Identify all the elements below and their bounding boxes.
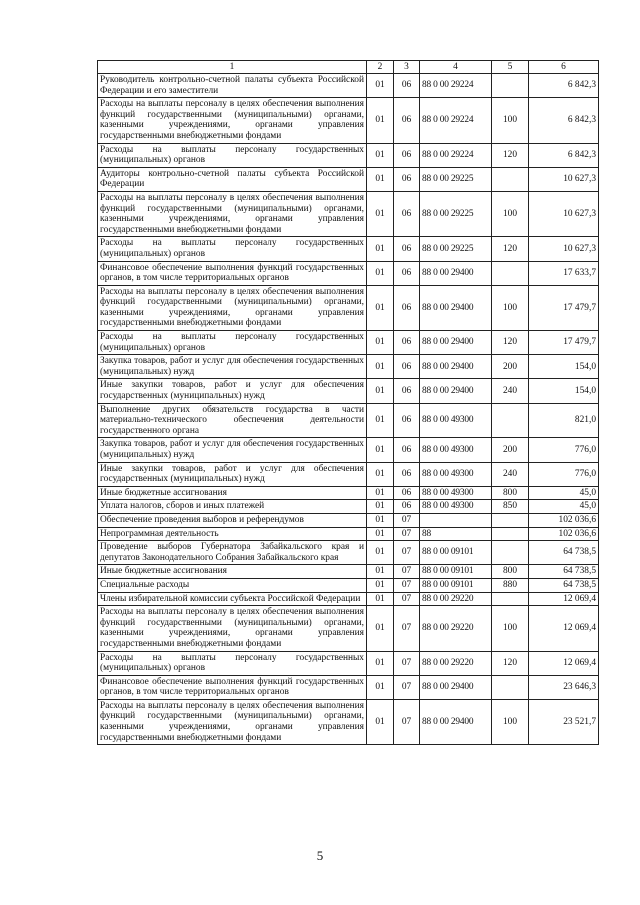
row-target-code-cell: 88 0 00 09101 (420, 578, 492, 592)
budget-table (97, 60, 599, 745)
table-row (98, 606, 599, 651)
row-target-code-cell: 88 0 00 29400 (420, 285, 492, 330)
table-row (98, 565, 599, 579)
table-row (98, 143, 599, 167)
row-expense-type-cell: 200 (492, 355, 529, 379)
row-section-cell: 01 (367, 331, 394, 355)
row-name-cell: Финансовое обеспечение выполнения функций государственных органов, в том числе территориальных органов (98, 261, 367, 285)
table-body (98, 74, 599, 745)
row-amount-cell: 776,0 (529, 438, 599, 462)
table-row (98, 74, 599, 98)
row-target-code-cell: 88 0 00 49300 (420, 462, 492, 486)
row-name-cell: Выполнение других обязательств государства в части материально-технического обеспечения деятельности государственного органа (98, 403, 367, 438)
row-amount-cell: 12 069,4 (529, 651, 599, 675)
row-section-cell: 01 (367, 513, 394, 527)
table-row (98, 592, 599, 606)
row-expense-type-cell: 800 (492, 486, 529, 500)
row-name-cell: Расходы на выплаты персоналу государственных (муниципальных) органов (98, 651, 367, 675)
row-target-code-cell: 88 0 00 29400 (420, 675, 492, 699)
row-name-cell: Иные закупки товаров, работ и услуг для обеспечения государственных (муниципальных) нужд (98, 379, 367, 403)
row-subsection-cell: 06 (394, 237, 420, 261)
row-target-code-cell: 88 0 00 49300 (420, 486, 492, 500)
row-expense-type-cell (492, 592, 529, 606)
row-expense-type-cell: 100 (492, 699, 529, 744)
row-amount-cell: 45,0 (529, 486, 599, 500)
row-target-code-cell: 88 (420, 527, 492, 541)
row-subsection-cell: 06 (394, 261, 420, 285)
row-expense-type-cell (492, 74, 529, 98)
table-row (98, 500, 599, 514)
row-subsection-cell: 06 (394, 486, 420, 500)
row-target-code-cell: 88 0 00 49300 (420, 500, 492, 514)
row-target-code-cell: 88 0 00 49300 (420, 438, 492, 462)
row-name-cell: Обеспечение проведения выборов и референдумов (98, 513, 367, 527)
row-subsection-cell: 07 (394, 699, 420, 744)
row-expense-type-cell: 880 (492, 578, 529, 592)
row-expense-type-cell (492, 541, 529, 565)
row-section-cell: 01 (367, 191, 394, 236)
row-section-cell: 01 (367, 500, 394, 514)
column-header: 5 (492, 61, 529, 74)
row-subsection-cell: 06 (394, 355, 420, 379)
row-subsection-cell: 07 (394, 592, 420, 606)
row-subsection-cell: 07 (394, 578, 420, 592)
row-section-cell: 01 (367, 167, 394, 191)
row-subsection-cell: 06 (394, 191, 420, 236)
row-subsection-cell: 07 (394, 527, 420, 541)
row-section-cell: 01 (367, 143, 394, 167)
row-amount-cell: 6 842,3 (529, 98, 599, 143)
row-section-cell: 01 (367, 379, 394, 403)
row-section-cell: 01 (367, 74, 394, 98)
table-row (98, 651, 599, 675)
row-name-cell: Проведение выборов Губернатора Забайкальского края и депутатов Законодательного Собрания Забайкальского края (98, 541, 367, 565)
row-subsection-cell: 06 (394, 438, 420, 462)
row-expense-type-cell (492, 513, 529, 527)
table-row (98, 513, 599, 527)
row-name-cell: Расходы на выплаты персоналу в целях обеспечения выполнения функций государственными (муниципальными) органами, казенными учреждениями, органами управления государственными внебюджетными фондами (98, 699, 367, 744)
row-expense-type-cell (492, 403, 529, 438)
row-subsection-cell: 06 (394, 167, 420, 191)
table-row (98, 379, 599, 403)
row-subsection-cell: 07 (394, 606, 420, 651)
row-expense-type-cell (492, 261, 529, 285)
row-amount-cell: 10 627,3 (529, 237, 599, 261)
row-section-cell: 01 (367, 285, 394, 330)
row-section-cell: 01 (367, 98, 394, 143)
row-expense-type-cell: 100 (492, 285, 529, 330)
row-section-cell: 01 (367, 486, 394, 500)
row-target-code-cell: 88 0 00 29400 (420, 699, 492, 744)
row-amount-cell: 12 069,4 (529, 592, 599, 606)
table-row (98, 331, 599, 355)
page-number: 5 (316, 848, 324, 863)
table-row (98, 541, 599, 565)
row-name-cell: Иные бюджетные ассигнования (98, 565, 367, 579)
row-expense-type-cell: 120 (492, 143, 529, 167)
row-target-code-cell: 88 0 00 29400 (420, 331, 492, 355)
row-section-cell: 01 (367, 651, 394, 675)
column-header: 4 (420, 61, 492, 74)
row-target-code-cell: 88 0 00 29224 (420, 98, 492, 143)
row-name-cell: Руководитель контрольно-счетной палаты субъекта Российской Федерации и его заместители (98, 74, 367, 98)
row-amount-cell: 6 842,3 (529, 143, 599, 167)
row-name-cell: Иные закупки товаров, работ и услуг для обеспечения государственных (муниципальных) нужд (98, 462, 367, 486)
row-section-cell: 01 (367, 675, 394, 699)
row-name-cell: Расходы на выплаты персоналу в целях обеспечения выполнения функций государственными (муниципальными) органами, казенными учреждениями, органами управления государственными внебюджетными фондами (98, 98, 367, 143)
row-amount-cell: 12 069,4 (529, 606, 599, 651)
table-row (98, 462, 599, 486)
row-subsection-cell: 06 (394, 98, 420, 143)
row-target-code-cell: 88 0 00 29225 (420, 167, 492, 191)
row-name-cell: Расходы на выплаты персоналу государственных (муниципальных) органов (98, 237, 367, 261)
row-name-cell: Аудиторы контрольно-счетной палаты субъекта Российской Федерации (98, 167, 367, 191)
row-expense-type-cell (492, 675, 529, 699)
row-amount-cell: 17 633,7 (529, 261, 599, 285)
column-header: 2 (367, 61, 394, 74)
row-amount-cell: 10 627,3 (529, 167, 599, 191)
row-section-cell: 01 (367, 578, 394, 592)
row-subsection-cell: 06 (394, 462, 420, 486)
row-expense-type-cell: 800 (492, 565, 529, 579)
row-target-code-cell: 88 0 00 29400 (420, 261, 492, 285)
table-row (98, 285, 599, 330)
row-expense-type-cell: 240 (492, 462, 529, 486)
table-row (98, 237, 599, 261)
row-amount-cell: 17 479,7 (529, 285, 599, 330)
row-amount-cell: 17 479,7 (529, 331, 599, 355)
row-section-cell: 01 (367, 237, 394, 261)
table-row (98, 699, 599, 744)
row-expense-type-cell: 240 (492, 379, 529, 403)
row-section-cell: 01 (367, 527, 394, 541)
row-name-cell: Члены избирательной комиссии субъекта Российской Федерации (98, 592, 367, 606)
row-name-cell: Расходы на выплаты персоналу в целях обеспечения выполнения функций государственными (муниципальными) органами, казенными учреждениями, органами управления государственными внебюджетными фондами (98, 606, 367, 651)
row-subsection-cell: 06 (394, 285, 420, 330)
row-target-code-cell: 88 0 00 09101 (420, 541, 492, 565)
row-target-code-cell: 88 0 00 29400 (420, 355, 492, 379)
row-expense-type-cell: 120 (492, 237, 529, 261)
row-target-code-cell: 88 0 00 29225 (420, 191, 492, 236)
row-target-code-cell: 88 0 00 29400 (420, 379, 492, 403)
row-amount-cell: 64 738,5 (529, 565, 599, 579)
row-target-code-cell (420, 513, 492, 527)
row-amount-cell: 45,0 (529, 500, 599, 514)
row-section-cell: 01 (367, 355, 394, 379)
row-subsection-cell: 06 (394, 143, 420, 167)
row-name-cell: Непрограммная деятельность (98, 527, 367, 541)
table-header-row (98, 61, 599, 74)
row-section-cell: 01 (367, 438, 394, 462)
row-name-cell: Расходы на выплаты персоналу государственных (муниципальных) органов (98, 143, 367, 167)
row-expense-type-cell: 120 (492, 331, 529, 355)
row-target-code-cell: 88 0 00 29224 (420, 74, 492, 98)
row-target-code-cell: 88 0 00 29220 (420, 606, 492, 651)
row-amount-cell: 102 036,6 (529, 527, 599, 541)
row-amount-cell: 776,0 (529, 462, 599, 486)
row-section-cell: 01 (367, 606, 394, 651)
row-section-cell: 01 (367, 592, 394, 606)
row-name-cell: Иные бюджетные ассигнования (98, 486, 367, 500)
table-row (98, 486, 599, 500)
row-section-cell: 01 (367, 565, 394, 579)
table-row (98, 167, 599, 191)
row-subsection-cell: 06 (394, 331, 420, 355)
row-amount-cell: 64 738,5 (529, 578, 599, 592)
row-amount-cell: 821,0 (529, 403, 599, 438)
row-amount-cell: 102 036,6 (529, 513, 599, 527)
row-subsection-cell: 07 (394, 565, 420, 579)
row-target-code-cell: 88 0 00 29220 (420, 651, 492, 675)
row-expense-type-cell: 200 (492, 438, 529, 462)
row-target-code-cell: 88 0 00 29225 (420, 237, 492, 261)
row-name-cell: Расходы на выплаты персоналу в целях обеспечения выполнения функций государственными (муниципальными) органами, казенными учреждениями, органами управления государственными внебюджетными фондами (98, 191, 367, 236)
row-subsection-cell: 06 (394, 74, 420, 98)
row-amount-cell: 23 646,3 (529, 675, 599, 699)
row-section-cell: 01 (367, 261, 394, 285)
table-row (98, 261, 599, 285)
row-subsection-cell: 06 (394, 403, 420, 438)
row-expense-type-cell: 850 (492, 500, 529, 514)
row-section-cell: 01 (367, 541, 394, 565)
row-subsection-cell: 07 (394, 513, 420, 527)
row-subsection-cell: 06 (394, 379, 420, 403)
row-amount-cell: 154,0 (529, 355, 599, 379)
row-target-code-cell: 88 0 00 29224 (420, 143, 492, 167)
row-section-cell: 01 (367, 699, 394, 744)
row-subsection-cell: 07 (394, 675, 420, 699)
row-expense-type-cell (492, 527, 529, 541)
row-amount-cell: 154,0 (529, 379, 599, 403)
row-expense-type-cell: 120 (492, 651, 529, 675)
column-header: 6 (529, 61, 599, 74)
table-row (98, 191, 599, 236)
row-expense-type-cell: 100 (492, 191, 529, 236)
row-name-cell: Уплата налогов, сборов и иных платежей (98, 500, 367, 514)
row-amount-cell: 6 842,3 (529, 74, 599, 98)
row-subsection-cell: 06 (394, 500, 420, 514)
row-subsection-cell: 07 (394, 651, 420, 675)
row-name-cell: Специальные расходы (98, 578, 367, 592)
row-name-cell: Закупка товаров, работ и услуг для обеспечения государственных (муниципальных) нужд (98, 438, 367, 462)
row-expense-type-cell: 100 (492, 606, 529, 651)
column-header: 1 (98, 61, 367, 74)
table-row (98, 578, 599, 592)
column-header: 3 (394, 61, 420, 74)
row-name-cell: Расходы на выплаты персоналу в целях обеспечения выполнения функций государственными (муниципальными) органами, казенными учреждениями, органами управления государственными внебюджетными фондами (98, 285, 367, 330)
row-section-cell: 01 (367, 462, 394, 486)
row-expense-type-cell: 100 (492, 98, 529, 143)
table-row (98, 438, 599, 462)
table-row (98, 403, 599, 438)
row-subsection-cell: 07 (394, 541, 420, 565)
table-row (98, 98, 599, 143)
row-name-cell: Закупка товаров, работ и услуг для обеспечения государственных (муниципальных) нужд (98, 355, 367, 379)
row-name-cell: Расходы на выплаты персоналу государственных (муниципальных) органов (98, 331, 367, 355)
row-target-code-cell: 88 0 00 09101 (420, 565, 492, 579)
row-expense-type-cell (492, 167, 529, 191)
table-row (98, 527, 599, 541)
table-row (98, 675, 599, 699)
row-target-code-cell: 88 0 00 29220 (420, 592, 492, 606)
row-target-code-cell: 88 0 00 49300 (420, 403, 492, 438)
row-amount-cell: 10 627,3 (529, 191, 599, 236)
row-amount-cell: 64 738,5 (529, 541, 599, 565)
row-section-cell: 01 (367, 403, 394, 438)
table-row (98, 355, 599, 379)
row-name-cell: Финансовое обеспечение выполнения функций государственных органов, в том числе территориальных органов (98, 675, 367, 699)
row-amount-cell: 23 521,7 (529, 699, 599, 744)
